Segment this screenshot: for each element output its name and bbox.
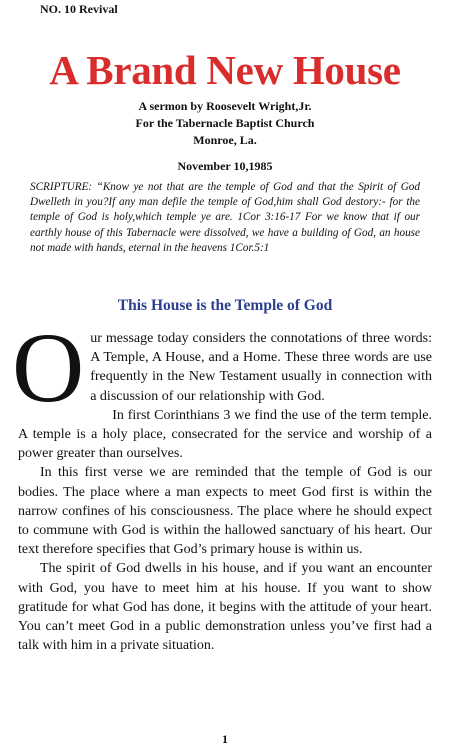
byline-church: For the Tabernacle Baptist Church (135, 116, 315, 130)
paragraph-4: The spirit of God dwells in his house, and if you want an encounter with God, you have to meet him at his house. If you want to show gratitude for what God has done, it begins with the attitude of your heart. You can’t meet God in a public demonstration unless you’ve first had a talk with him in a private situation. (18, 561, 432, 654)
paragraph-1 (12, 312, 432, 423)
byline-location: Monroe, La. (193, 133, 257, 147)
sermon-body (12, 312, 432, 655)
sermon-title: A Brand New House (49, 47, 401, 93)
scripture-passage: SCRIPTURE: “Know ye not that are the temple of God and that the Spirit of God Dwelleth in you?If any man defile the temple of God,him shall God destory:- for the temple of God is holy,which temple ye are. 1Cor 3:16-17 For we know that if our earthly house of this Tabernacle were dissolved, we have a building of God, an house not made with hands, eternal in the heavens 1Cor.5:1 (30, 181, 420, 254)
section-heading: This House is the Temple of God (117, 297, 333, 314)
byline-author: A sermon by Roosevelt Wright,Jr. (138, 99, 312, 113)
series-label: NO. 10 Revival (40, 2, 118, 16)
paragraph-3: In this first verse we are reminded that the temple of God is our bodies. The place where a man expects to meet God first is within the narrow confines of his consciousness. The place where he should expect to commune with God is within the hallowed sanctuary of his heart. Our text therefore specifies that God’s primary house is within us. (18, 465, 432, 558)
paragraph-2: In first Corinthians 3 we find the use of the term temple. A temple is a holy place, consecrated for the service and worship of a power greater than ourselves. (18, 407, 432, 462)
byline (0, 98, 450, 149)
page-number: 1 (222, 732, 228, 746)
drop-cap: O (12, 312, 85, 423)
paragraph-1-text: ur message today considers the connotations of three words: A Temple, A House, and a Home. These three words are use frequently in the New Testament usually in connection with a discussion of our relationship with God. (90, 331, 432, 404)
sermon-date: November 10,1985 (177, 159, 273, 173)
